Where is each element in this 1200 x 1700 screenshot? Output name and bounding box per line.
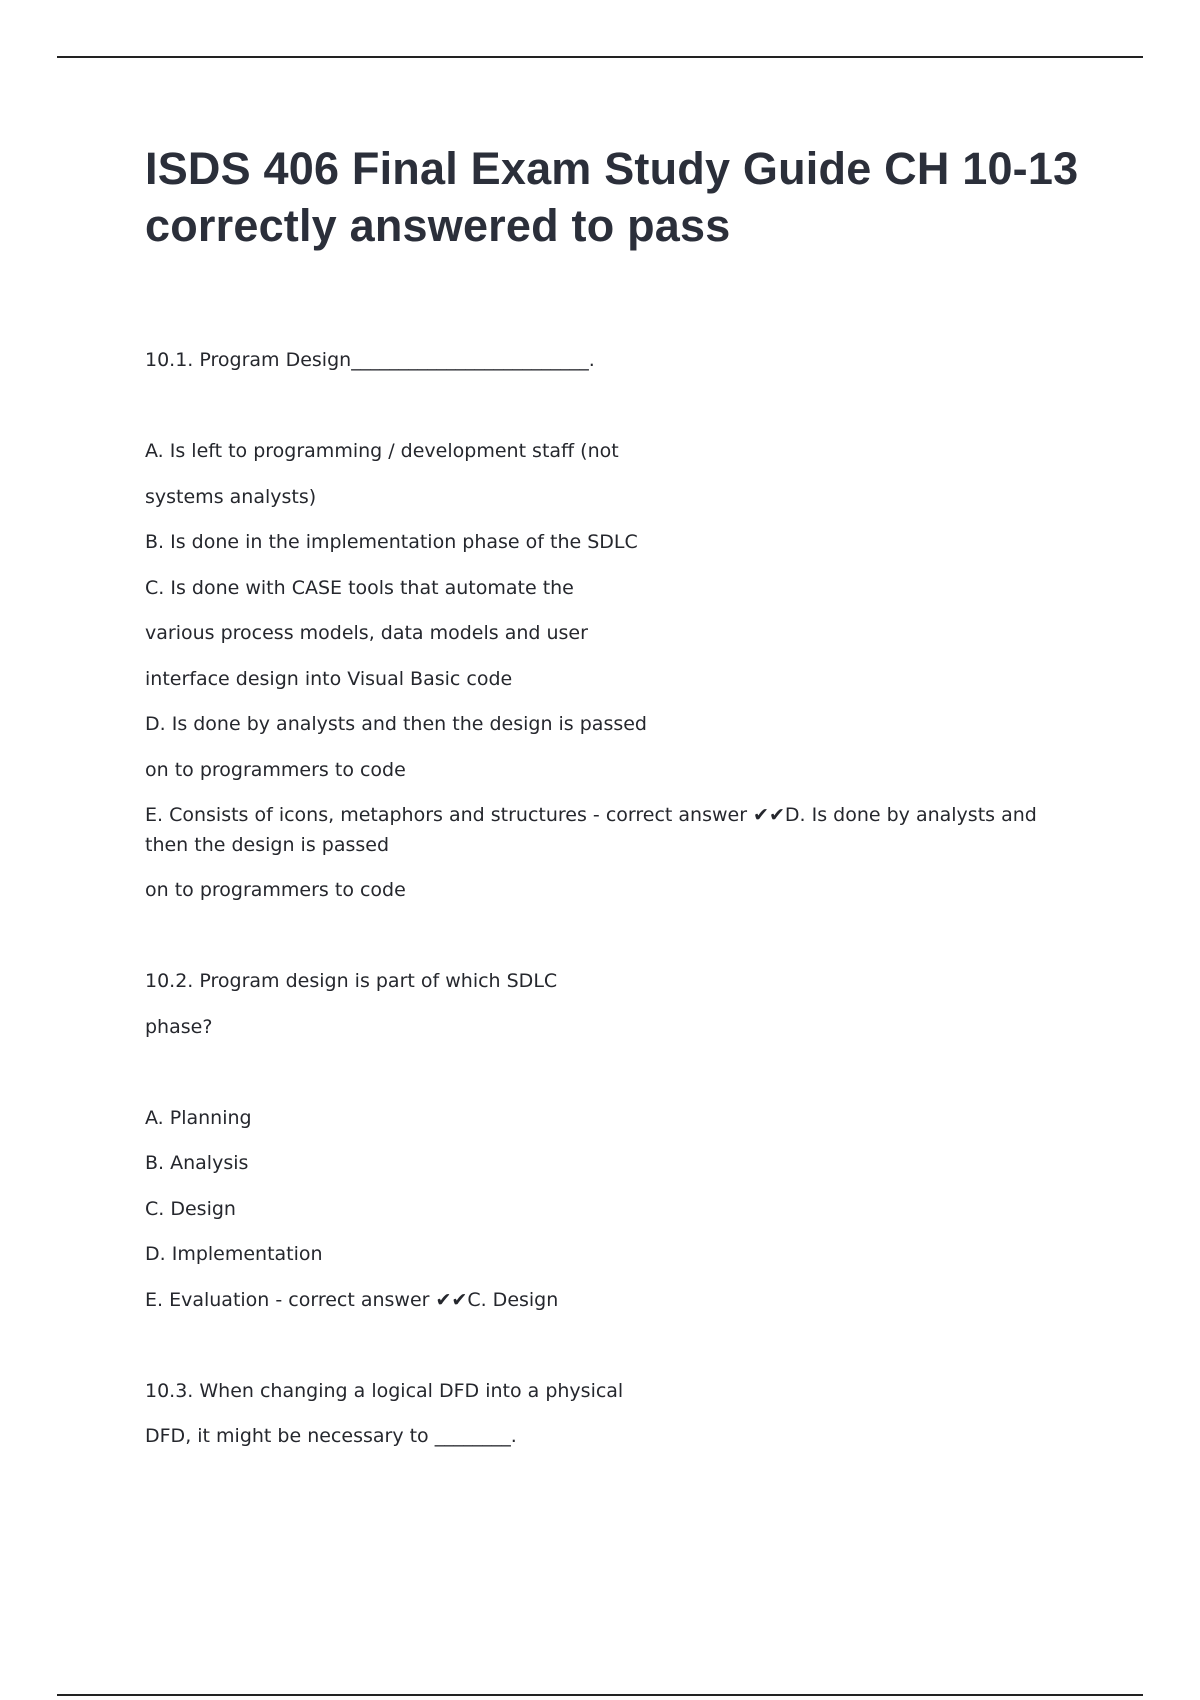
question-10-1-option-a: A. Is left to programming / development staff (not (145, 440, 619, 462)
question-10-2-option-d: D. Implementation (145, 1243, 323, 1265)
document-title: ISDS 406 Final Exam Study Guide CH 10-13 correctly answered to pass (145, 143, 1079, 251)
question-10-1-option-d: D. Is done by analysts and then the design is passed (145, 713, 647, 735)
question-10-3-prompt: 10.3. When changing a logical DFD into a physical (145, 1380, 624, 1402)
question-10-1-option-c-cont: various process models, data models and user (145, 622, 588, 644)
question-10-1-option-d-cont: on to programmers to code (145, 759, 406, 781)
footer-rule (57, 1694, 1143, 1696)
question-10-2-option-c: C. Design (145, 1198, 236, 1220)
question-10-1-answer-cont: on to programmers to code (145, 879, 406, 901)
question-10-2-prompt-cont: phase? (145, 1016, 213, 1038)
header-rule (57, 56, 1143, 58)
question-10-2-prompt: 10.2. Program design is part of which SDLC (145, 970, 558, 992)
question-10-1-option-c: C. Is done with CASE tools that automate the (145, 577, 574, 599)
question-10-1-option-c-cont: interface design into Visual Basic code (145, 668, 513, 690)
question-10-1-prompt: 10.1. Program Design_________________________. (145, 349, 595, 371)
question-10-2-option-e-answer: E. Evaluation - correct answer ✔✔C. Design (145, 1289, 559, 1311)
question-10-1-option-a-cont: systems analysts) (145, 486, 317, 508)
question-10-2-option-a: A. Planning (145, 1107, 252, 1129)
question-10-2-option-b: B. Analysis (145, 1152, 249, 1174)
question-10-1-option-e-answer: E. Consists of icons, metaphors and structures - correct answer ✔✔D. Is done by analysts and then the design is passed (145, 804, 1037, 856)
question-10-1-option-b: B. Is done in the implementation phase of the SDLC (145, 531, 638, 553)
question-10-3-prompt-cont: DFD, it might be necessary to ________. (145, 1425, 517, 1447)
